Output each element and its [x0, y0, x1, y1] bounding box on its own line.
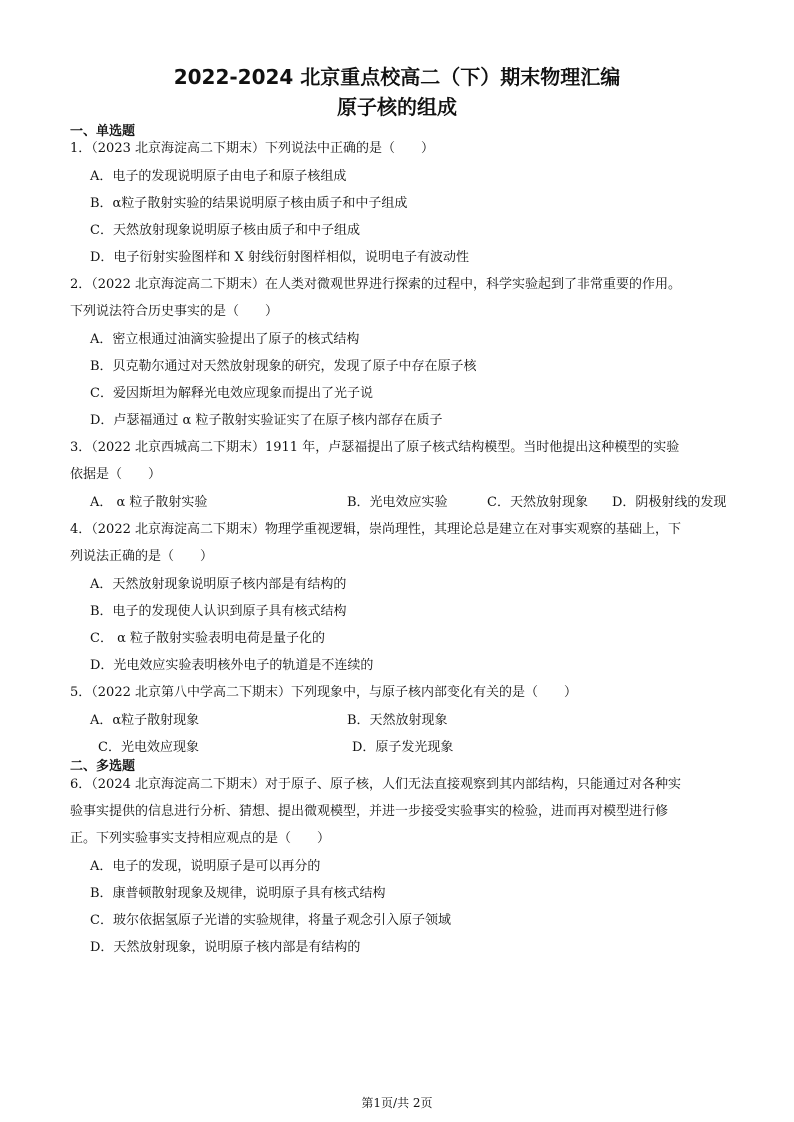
question-6-option-b: B．康普顿散射现象及规律，说明原子具有核式结构	[90, 886, 386, 901]
section-heading-multiple-choice: 二、多选题	[70, 759, 136, 774]
question-3-stem-line-1: 3．（2022 北京西城高二下期末）1911 年，卢瑟福提出了原子核式结构模型。当时他提出这种模型的实验	[70, 440, 680, 455]
question-4-stem-line-2: 列说法正确的是（ ）	[70, 549, 214, 564]
question-3-option-d: D．阴极射线的发现	[612, 495, 727, 510]
question-2-option-a: A．密立根通过油滴实验提出了原子的核式结构	[90, 332, 360, 347]
section-heading-single-choice: 一、单选题	[70, 124, 136, 139]
question-4-stem-line-1: 4．（2022 北京海淀高二下期末）物理学重视逻辑，崇尚理性，其理论总是建立在对事实观察的基础上，下	[70, 522, 681, 537]
question-2-option-c: C．爱因斯坦为解释光电效应现象而提出了光子说	[90, 386, 373, 401]
question-6-stem-line-2: 验事实提供的信息进行分析、猜想、提出微观模型，并进一步接受实验事实的检验，进而再对模型进行修	[70, 804, 669, 819]
question-6-option-c: C．玻尔依据氢原子光谱的实验规律，将量子观念引入原子领域	[90, 913, 451, 928]
question-1-option-c: C．天然放射现象说明原子核由质子和中子组成	[90, 223, 360, 238]
question-1-option-a: A．电子的发现说明原子由电子和原子核组成	[90, 169, 347, 184]
page-number-footer: 第1页/共 2页	[361, 1096, 433, 1110]
question-4-option-a: A．天然放射现象说明原子核内部是有结构的	[90, 577, 347, 592]
question-1-option-b: B．α粒子散射实验的结果说明原子核由质子和中子组成	[90, 196, 408, 211]
question-4-option-d: D．光电效应实验表明核外电子的轨道是不连续的	[90, 658, 374, 673]
document-subtitle: 原子核的组成	[337, 95, 457, 119]
question-3-stem-line-2: 依据是（ ）	[70, 467, 162, 482]
question-4-option-c: C． α 粒子散射实验表明电荷是量子化的	[90, 631, 325, 646]
question-3-option-c: C．天然放射现象	[487, 495, 588, 510]
question-6-option-d: D．天然放射现象，说明原子核内部是有结构的	[90, 940, 361, 955]
question-5-option-b: B．天然放射现象	[347, 713, 448, 728]
question-6-stem-line-1: 6．（2024 北京海淀高二下期末）对于原子、原子核，人们无法直接观察到其内部结构，只能通过对各种实	[70, 777, 681, 792]
question-2-stem-line-1: 2．（2022 北京海淀高二下期末）在人类对微观世界进行探索的过程中，科学实验起到了非常重要的作用。	[70, 277, 681, 292]
question-2-option-d: D．卢瑟福通过 α 粒子散射实验证实了在原子核内部存在质子	[90, 413, 443, 428]
question-6-stem-line-3: 正。下列实验事实支持相应观点的是（ ）	[70, 831, 331, 846]
question-5-option-d: D．原子发光现象	[352, 740, 454, 755]
question-3-option-b: B．光电效应实验	[347, 495, 448, 510]
question-5-option-a: A．α粒子散射现象	[90, 713, 200, 728]
question-1-stem: 1．（2023 北京海淀高二下期末）下列说法中正确的是（ ）	[70, 141, 434, 156]
question-4-option-b: B．电子的发现使人认识到原子具有核式结构	[90, 604, 347, 619]
question-2-option-b: B．贝克勒尔通过对天然放射现象的研究，发现了原子中存在原子核	[90, 359, 477, 374]
question-3-option-a: A． α 粒子散射实验	[90, 495, 208, 510]
question-1-option-d: D．电子衍射实验图样和 X 射线衍射图样相似，说明电子有波动性	[90, 250, 469, 265]
document-title: 2022-2024 北京重点校高二（下）期末物理汇编	[173, 65, 621, 89]
question-5-stem: 5．（2022 北京第八中学高二下期末）下列现象中，与原子核内部变化有关的是（ ）	[70, 685, 577, 700]
question-6-option-a: A．电子的发现，说明原子是可以再分的	[90, 859, 321, 874]
question-5-option-c: C．光电效应现象	[98, 740, 199, 755]
question-2-stem-line-2: 下列说法符合历史事实的是（ ）	[70, 304, 279, 319]
